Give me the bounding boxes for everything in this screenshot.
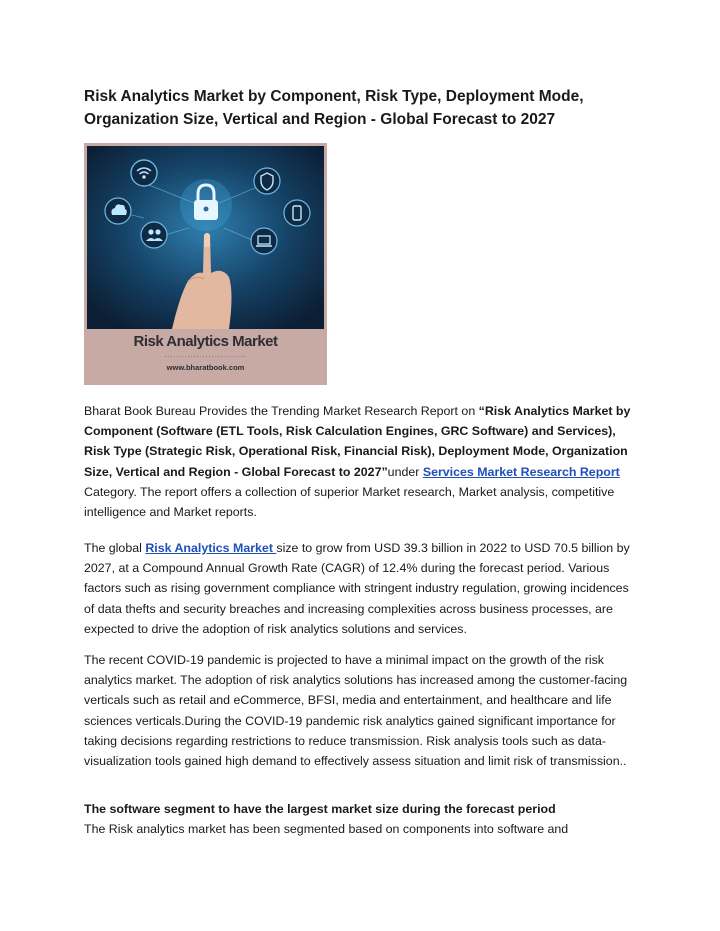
- risk-analytics-market-link[interactable]: Risk Analytics Market: [145, 541, 277, 555]
- services-report-link[interactable]: Services Market Research Report: [422, 464, 620, 479]
- market-tail: size to grow from USD 39.3 billion in 2022 to USD 70.5 billion by 2027, at a Compound Annual Growth Rate (CAGR) of 12.4% during the forecast period. Various factors such as rising government compliance with stringent industry regulation, growing incidences of data thefts and security breaches and increasing complexities across business processes, are expected to drive the adoption of risk analytics solutions and services.: [84, 541, 630, 636]
- report-name: “Risk Analytics Market by Component (Software (ETL Tools, Risk Calculation Engines, GRC Software) and Services), Risk Type (Strategic Risk, Operational Risk, Financial Risk), Deployment Mode, Organization Size, Vertical and Region - Global Forecast to 2027”: [84, 404, 631, 479]
- padlock-icon: [180, 179, 232, 231]
- intro-lead: Bharat Book Bureau Provides the Trending Market Research Report on: [84, 404, 479, 418]
- software-text: The Risk analytics market has been segmented based on components into software and: [84, 822, 569, 837]
- hero-image: [84, 143, 327, 385]
- laptop-icon: [251, 228, 277, 254]
- intro-paragraph: [84, 401, 636, 522]
- smartphone-icon: [284, 200, 310, 226]
- software-heading: The software segment to have the largest market size during the forecast period: [84, 802, 556, 816]
- hero-title: Risk Analytics Market: [133, 333, 278, 350]
- intro-tail: Category. The report offers a collection of superior Market research, Market analysis, competitive intelligence and Market reports.: [84, 484, 615, 520]
- software-section: [84, 799, 636, 839]
- covid-paragraph: The recent COVID-19 pandemic is projected to have a minimal impact on the growth of the risk analytics market. The adoption of risk analytics solutions has increased among the customer-facing verticals such as retail and eCommerce, BFSI, media and entertainment, and healthcare and life sciences verticals.During the COVID-19 pandemic risk analytics gained significant importance for taking decisions regarding restrictions to reduce transmission. Risk analysis tools such as data-visualization tools gained high demand to effectively assess situation and limit risk of transmission..: [84, 653, 628, 769]
- shield-icon: [254, 168, 280, 194]
- cloud-icon: [105, 198, 131, 224]
- hero-illustration: [84, 143, 327, 329]
- market-paragraph: [84, 538, 636, 639]
- intro-under: under: [387, 464, 423, 479]
- wifi-icon: [131, 160, 157, 186]
- report-title: Risk Analytics Market by Component, Risk Type, Deployment Mode, Organization Size, Vertical and Region - Global Forecast to 2027: [84, 88, 584, 128]
- hero-caption: [84, 333, 327, 372]
- hero-divider: ............................: [164, 352, 247, 359]
- market-lead: The global: [84, 541, 146, 555]
- hero-url: www.bharatbook.com: [166, 363, 245, 372]
- users-icon: [141, 222, 167, 248]
